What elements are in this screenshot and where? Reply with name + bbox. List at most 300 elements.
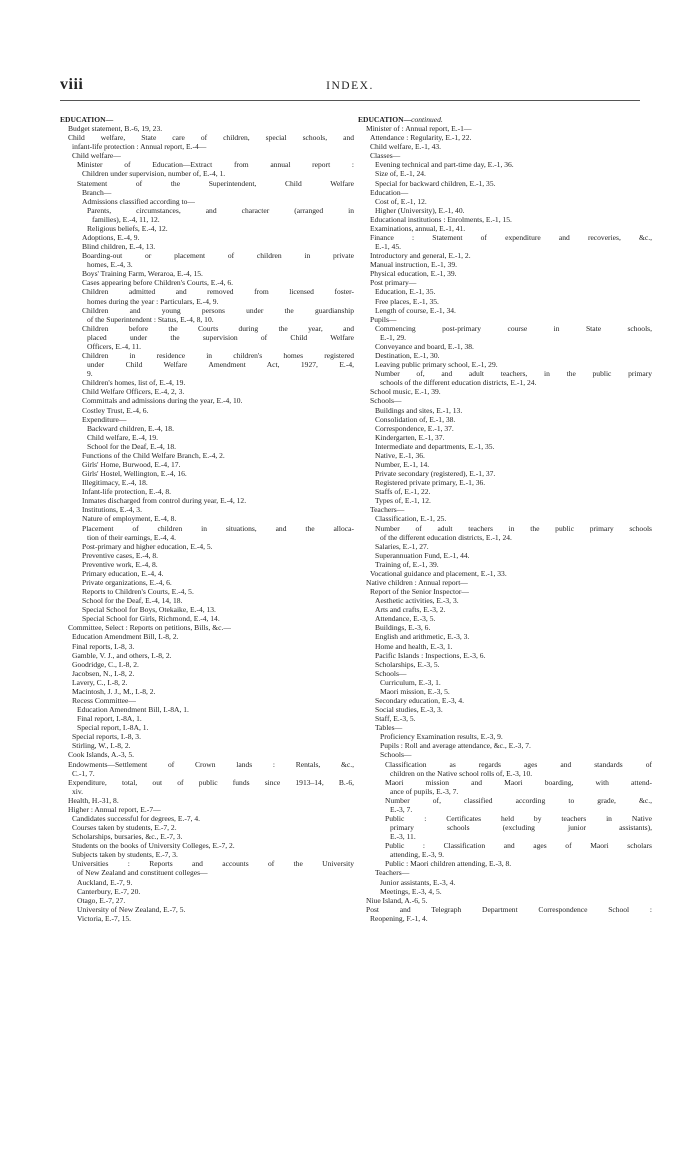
index-entry-text: Special for backward children, E.-1, 35. — [375, 178, 496, 188]
index-entry-text: Free places, E.-1, 35. — [375, 296, 439, 306]
index-entry — [60, 342, 354, 351]
index-entry-text: Cook Islands, A.-3, 5. — [68, 750, 135, 760]
index-entry-text: Officers, E.-4, 11. — [87, 341, 142, 351]
index-entry — [358, 569, 652, 578]
index-entry-text: Length of course, E.-1, 34. — [375, 305, 456, 315]
index-entry-text: Public : Certificates held by teachers in Native — [385, 814, 652, 824]
index-entry — [358, 351, 652, 360]
index-entry — [60, 188, 354, 197]
index-entry-text: Examinations, annual, E.-1, 41. — [370, 223, 466, 233]
continued-label: continued. — [411, 115, 443, 124]
index-entry — [60, 333, 354, 342]
index-entry — [60, 796, 354, 805]
header-rule — [60, 100, 640, 101]
index-entry-text: E.-3, 11. — [390, 832, 416, 842]
index-entry-text: Child welfare, State care of children, special schools, and — [68, 133, 354, 143]
index-entry — [60, 578, 354, 587]
index-entry — [358, 442, 652, 451]
index-entry-text: School for the Deaf, E.-4, 18. — [87, 441, 177, 451]
index-entry — [60, 133, 354, 142]
index-entry-text: Children and young persons under the guardianship — [82, 305, 354, 315]
index-entry — [358, 396, 652, 405]
index-entry — [60, 315, 354, 324]
index-entry — [60, 378, 354, 387]
index-entry — [60, 832, 354, 841]
index-entry — [60, 687, 354, 696]
index-entry — [358, 142, 652, 151]
index-entry — [358, 333, 652, 342]
index-entry-text: Lavery, C., I.-8, 2. — [72, 677, 128, 687]
index-entry-text: Victoria, E.-7, 15. — [77, 913, 132, 923]
index-entry-text: Blind children, E.-4, 13. — [82, 242, 156, 252]
index-entry-text: Commencing post-primary course in State schools, — [375, 323, 652, 333]
index-entry-text: Arts and crafts, E.-3, 2. — [375, 605, 446, 615]
index-entry — [60, 905, 354, 914]
index-entry — [358, 315, 652, 324]
index-entry-text: Otago, E.-7, 27. — [77, 895, 126, 905]
index-entry-text: Consolidation of, E.-1, 38. — [375, 414, 456, 424]
index-entry — [60, 696, 354, 705]
index-entry — [60, 878, 354, 887]
index-entry — [358, 769, 652, 778]
index-entry-text: Tables— — [375, 723, 403, 733]
index-entry-text: Candidates successful for degrees, E.-7, 4. — [72, 814, 201, 824]
index-entry-text: Buildings and sites, E.-1, 13. — [375, 405, 463, 415]
index-entry-text: primary schools (excluding junior assistants), — [390, 823, 652, 833]
index-entry-text: Macintosh, J. J., M., I.-8, 2. — [72, 686, 156, 696]
index-entry-text: Intermediate and departments, E.-1, 35. — [375, 441, 495, 451]
index-entry — [358, 805, 652, 814]
index-entry-text: homes during the year : Particulars, E.-4, 9. — [87, 296, 219, 306]
index-entry-text: Staffs of, E.-1, 22. — [375, 487, 431, 497]
index-entry-text: Students on the books of University Colleges, E.-7, 2. — [72, 841, 235, 851]
index-entry — [358, 887, 652, 896]
index-entry-text: Buildings, E.-3, 6. — [375, 623, 431, 633]
index-entry-text: Private organizations, E.-4, 6. — [82, 577, 172, 587]
index-entry-text: Special School for Girls, Richmond, E.-4, 14. — [82, 614, 220, 624]
index-entry-text: Child welfare— — [72, 151, 121, 161]
index-entry-text: Junior assistants, E.-3, 4. — [380, 877, 456, 887]
index-entry — [358, 878, 652, 887]
index-entry — [60, 678, 354, 687]
index-entry-text: Parents, circumstances, and character (arranged in — [87, 205, 354, 215]
index-entry-text: xiv. — [72, 786, 84, 796]
index-entry — [358, 905, 652, 914]
index-entry-text: Size of, E.-1, 24. — [375, 169, 426, 179]
index-entry-text: Number of adult teachers in the public primary schools — [375, 523, 652, 533]
index-entry — [60, 260, 354, 269]
index-entry-text: Reports to Children's Courts, E.-4, 5. — [82, 587, 194, 597]
index-entry-text: Child welfare, E.-4, 19. — [87, 432, 159, 442]
index-entry-text: Infant-life protection, E.-4, 8. — [82, 487, 172, 497]
index-entry — [60, 623, 354, 632]
index-entry — [60, 914, 354, 923]
index-entry — [358, 224, 652, 233]
index-entry-text: Final report, I.-8A, 1. — [77, 714, 142, 724]
index-entry — [358, 814, 652, 823]
index-entry-text: Religious beliefs, E.-4, 12. — [87, 223, 168, 233]
index-entry — [358, 787, 652, 796]
index-entry — [60, 651, 354, 660]
index-entry — [60, 823, 354, 832]
index-entry — [60, 714, 354, 723]
index-entry-text: Reopening, F.-1, 4. — [370, 913, 428, 923]
index-entry — [358, 424, 652, 433]
index-entry — [60, 505, 354, 514]
index-entry-text: Expenditure, total, out of public funds since 1913–14, B.-6, — [68, 777, 354, 787]
index-entry-text: Higher (University), E.-1, 40. — [375, 205, 465, 215]
index-entry — [358, 669, 652, 678]
index-entry — [358, 378, 652, 387]
index-entry-text: Physical education, E.-1, 39. — [370, 269, 457, 279]
index-entry — [358, 750, 652, 759]
index-entry — [60, 360, 354, 369]
index-entry — [358, 632, 652, 641]
index-entry-text: Expenditure— — [82, 414, 127, 424]
index-entry — [358, 868, 652, 877]
index-entry — [358, 169, 652, 178]
index-entry — [60, 324, 354, 333]
index-entry — [60, 524, 354, 533]
index-entry-text: Training of, E.-1, 39. — [375, 559, 439, 569]
index-entry — [60, 487, 354, 496]
index-entry-text: Number of, classified according to grade, &c., — [385, 795, 652, 805]
index-entry — [60, 560, 354, 569]
index-entry — [358, 369, 652, 378]
index-entry-text: Salaries, E.-1, 27. — [375, 541, 429, 551]
index-entry-text: Child Welfare Officers, E.-4, 2, 3. — [82, 387, 185, 397]
index-entry-text: E.-3, 7. — [390, 804, 413, 814]
index-entry-text: University of New Zealand, E.-7, 5. — [77, 904, 186, 914]
index-entry-text: Higher : Annual report, E.-7— — [68, 804, 161, 814]
index-entry — [358, 687, 652, 696]
index-entry-text: Preventive work, E.-4, 8. — [82, 559, 158, 569]
index-entry-text: 9. — [87, 369, 93, 379]
index-entry-text: Evening technical and part-time day, E.-1, 36. — [375, 160, 514, 170]
index-entry — [358, 115, 652, 124]
index-entry — [60, 496, 354, 505]
index-entry — [60, 642, 354, 651]
index-entry-text: Manual instruction, E.-1, 39. — [370, 260, 457, 270]
index-entry — [60, 460, 354, 469]
index-entry-text: Leaving public primary school, E.-1, 29. — [375, 360, 498, 370]
index-entry-text: Courses taken by students, E.-7, 2. — [72, 823, 177, 833]
index-entry-text: Education Amendment Bill, I.-8, 2. — [72, 632, 179, 642]
index-entry — [60, 451, 354, 460]
index-entry — [358, 415, 652, 424]
index-entry-text: Backward children, E.-4, 18. — [87, 423, 174, 433]
index-entry-text: Schools— — [375, 668, 407, 678]
index-entry — [358, 124, 652, 133]
index-entry-text: Scholarships, E.-3, 5. — [375, 659, 440, 669]
index-entry-text: Pacific Islands : Inspections, E.-3, 6. — [375, 650, 486, 660]
index-entry-text: Preventive cases, E.-4, 8. — [82, 550, 159, 560]
index-entry-text: Public : Classification and ages of Maori scholars — [385, 841, 652, 851]
index-entry — [60, 896, 354, 905]
index-entry-text: School for the Deaf, E.-4, 14, 18. — [82, 596, 183, 606]
index-entry-text: Maori mission, E.-3, 5. — [380, 686, 450, 696]
index-entry — [358, 823, 652, 832]
index-entry — [358, 151, 652, 160]
index-entry — [358, 896, 652, 905]
index-entry — [358, 487, 652, 496]
index-entry-text: Budget statement, B.-6, 19, 23. — [68, 124, 163, 134]
index-entry — [60, 396, 354, 405]
index-entry-text: Education, E.-1, 35. — [375, 287, 436, 297]
index-entry — [358, 496, 652, 505]
index-entry-text: of New Zealand and constituent colleges— — [77, 868, 208, 878]
index-entry — [358, 614, 652, 623]
index-entry-text: Types of, E.-1, 12. — [375, 496, 431, 506]
index-entry — [60, 669, 354, 678]
index-entry-text: Number, E.-1, 14. — [375, 459, 430, 469]
index-entry-text: Jacobsen, N., I.-8, 2. — [72, 668, 135, 678]
index-entry-text: homes, E.-4, 3. — [87, 260, 133, 270]
index-entry-text: Classification, E.-1, 25. — [375, 514, 447, 524]
index-entry — [358, 514, 652, 523]
page-number: viii — [60, 76, 84, 93]
index-entry — [358, 478, 652, 487]
index-entry — [358, 269, 652, 278]
index-entry-text: Admissions classified according to— — [82, 196, 195, 206]
index-entry — [358, 732, 652, 741]
index-entry — [358, 533, 652, 542]
index-entry — [60, 406, 354, 415]
index-entry-text: School music, E.-1, 39. — [370, 387, 441, 397]
index-entry-text: Number of, and adult teachers, in the public primary — [375, 369, 652, 379]
index-entry — [358, 859, 652, 868]
index-entry-text: Destination, E.-1, 30. — [375, 351, 440, 361]
index-entry-text: Niue Island, A.-6, 5. — [366, 895, 428, 905]
index-entry — [60, 778, 354, 787]
index-entry — [358, 324, 652, 333]
index-entry-text: Girls' Home, Burwood, E.-4, 17. — [82, 459, 181, 469]
index-column-left — [60, 115, 354, 923]
index-entry — [358, 705, 652, 714]
index-entry — [60, 151, 354, 160]
index-entry — [358, 188, 652, 197]
index-entry-text: EDUCATION— — [60, 115, 114, 124]
index-entry-text: Attendance : Regularity, E.-1, 22. — [370, 133, 472, 143]
index-entry-text: Children in residence in children's homes registered — [82, 351, 354, 361]
index-entry — [60, 387, 354, 396]
index-entry-text: Meetings, E.-3, 4, 5. — [380, 886, 442, 896]
index-entry-text: Minister of : Annual report, E.-1— — [366, 124, 472, 134]
index-entry — [358, 297, 652, 306]
index-entry-text: Health, H.-31, 8. — [68, 795, 119, 805]
index-entry-text: Children admitted and removed from licensed foster- — [82, 287, 354, 297]
index-entry — [358, 778, 652, 787]
index-entry — [60, 424, 354, 433]
index-entry — [60, 469, 354, 478]
index-entry-text: Functions of the Child Welfare Branch, E.-4, 2. — [82, 450, 225, 460]
index-entry-text: children on the Native school rolls of, E.-3, 10. — [390, 768, 533, 778]
index-entry-text: Classes— — [370, 151, 401, 161]
index-entry — [358, 651, 652, 660]
index-entry — [60, 614, 354, 623]
index-entry — [358, 460, 652, 469]
index-entry — [60, 206, 354, 215]
index-entry — [358, 578, 652, 587]
index-entry-text: Recess Committee— — [72, 696, 136, 705]
index-entry-text: Education Amendment Bill, I.-8A, 1. — [77, 705, 189, 715]
index-entry — [358, 678, 652, 687]
index-entry — [60, 632, 354, 641]
index-entry-text: Subjects taken by students, E.-7, 3. — [72, 850, 178, 860]
index-entry — [358, 360, 652, 369]
index-entry-text: families), E.-4, 11, 12. — [92, 214, 160, 224]
index-entry — [358, 723, 652, 732]
index-entry-text: Public : Maori children attending, E.-3, 8. — [385, 859, 512, 869]
index-entry-text: Stirling, W., I.-8, 2. — [72, 741, 131, 751]
index-entry — [60, 287, 354, 296]
index-entry — [358, 160, 652, 169]
index-entry — [60, 841, 354, 850]
index-entry — [358, 342, 652, 351]
index-entry-text: Native, E.-1, 36. — [375, 450, 425, 460]
index-entry — [60, 160, 354, 169]
index-entry-text: Final reports, I.-8, 3. — [72, 641, 135, 651]
index-entry-text: Nature of employment, E.-4, 8. — [82, 514, 177, 524]
index-entry — [60, 251, 354, 260]
index-entry — [358, 596, 652, 605]
index-entry — [60, 278, 354, 287]
index-entry-text: under Child Welfare Amendment Act, 1927, E.-4, — [87, 360, 354, 370]
index-entry — [358, 587, 652, 596]
index-entry-text: Primary education, E.-4, 4. — [82, 568, 164, 578]
index-entry — [60, 705, 354, 714]
index-entry — [358, 451, 652, 460]
index-entry-text: Cases appearing before Children's Courts, E.-4, 6. — [82, 278, 234, 288]
index-entry-text: Education— — [370, 187, 409, 197]
index-entry — [60, 124, 354, 133]
index-entry-text: Classification as regards ages and standards of — [385, 759, 652, 769]
index-entry-text: Conveyance and board, E.-1, 38. — [375, 341, 474, 351]
index-entry — [358, 741, 652, 750]
index-entry — [60, 179, 354, 188]
index-entry — [358, 197, 652, 206]
index-entry — [358, 841, 652, 850]
index-entry-text: Curriculum, E.-3, 1. — [380, 677, 441, 687]
index-entry — [60, 478, 354, 487]
index-entry-text: Statement of the Superintendent, Child Welfare — [77, 178, 354, 188]
index-entry-text: Boys' Training Farm, Weraroa, E.-4, 15. — [82, 269, 203, 279]
index-entry-text: of the Superintendent : Status, E.-4, 8, 10. — [87, 314, 214, 324]
index-entry — [358, 660, 652, 669]
index-entry-text: Endowments—Settlement of Crown lands : Rentals, &c., — [68, 759, 354, 769]
index-entry-text: Adoptions, E.-4, 9. — [82, 233, 140, 243]
index-entry-text: Children under supervision, number of, E.-4, 1. — [82, 169, 226, 179]
index-entry — [358, 278, 652, 287]
index-entry — [60, 433, 354, 442]
index-entry-text: Children's homes, list of, E.-4, 19. — [82, 378, 186, 388]
index-entry-text: Placement of children in situations, and the alloca- — [82, 523, 354, 533]
index-entry — [60, 750, 354, 759]
index-entry — [60, 805, 354, 814]
index-entry — [60, 660, 354, 669]
index-entry — [358, 551, 652, 560]
index-entry-text: Committee, Select : Reports on petitions, Bills, &c.— — [68, 623, 231, 633]
index-entry — [60, 859, 354, 868]
index-entry-text: Finance : Statement of expenditure and recoveries, &c., — [370, 233, 652, 243]
index-entry-text: Staff, E.-3, 5. — [375, 714, 416, 724]
index-entry — [358, 560, 652, 569]
index-entry — [60, 297, 354, 306]
index-entry-text: Boarding-out or placement of children in private — [82, 251, 354, 261]
index-entry-text: Illegitimacy, E.-4, 18. — [82, 478, 148, 488]
index-entry-text: Social studies, E.-3, 3. — [375, 705, 443, 715]
index-entry — [358, 524, 652, 533]
index-entry-text: Canterbury, E.-7, 20. — [77, 886, 141, 896]
index-entry — [60, 224, 354, 233]
index-entry-text: Kindergarten, E.-1, 37. — [375, 432, 445, 442]
index-entry-text: Branch— — [82, 187, 112, 197]
index-entry — [358, 206, 652, 215]
index-entry-text: Special report, I.-8A, 1. — [77, 723, 149, 733]
index-entry-text: schools of the different education districts, E.-1, 24. — [380, 378, 537, 388]
index-entry-text: Educational institutions : Enrolments, E.-1, 15. — [370, 214, 512, 224]
index-entry-text: Cost of, E.-1, 12. — [375, 196, 427, 206]
index-entry — [60, 769, 354, 778]
index-entry-text: Vocational guidance and placement, E.-1, 33. — [370, 568, 507, 578]
index-entry — [358, 505, 652, 514]
index-entry — [60, 587, 354, 596]
index-entry — [358, 696, 652, 705]
index-entry-text: Special reports, I.-8, 3. — [72, 732, 141, 742]
index-entry-text: Auckland, E.-7, 9. — [77, 877, 133, 887]
index-entry-text: Goodridge, C., I.-8, 2. — [72, 659, 139, 669]
index-entry-text: Girls' Hostel, Wellington, E.-4, 16. — [82, 469, 187, 479]
index-entry — [358, 406, 652, 415]
index-entry-text: Gamble, V. J., and others, I.-8, 2. — [72, 650, 172, 660]
page-title: INDEX. — [326, 80, 374, 92]
index-entry — [358, 914, 652, 923]
index-entry — [358, 260, 652, 269]
index-entry — [358, 287, 652, 296]
index-entry — [60, 269, 354, 278]
index-entry — [60, 514, 354, 523]
index-entry — [60, 142, 354, 151]
index-entry — [60, 569, 354, 578]
index-entry — [358, 796, 652, 805]
index-entry — [60, 887, 354, 896]
index-entry — [358, 714, 652, 723]
index-entry-text: C.-1, 7. — [72, 768, 95, 778]
index-column-right — [358, 115, 652, 923]
index-entry-text: Introductory and general, E.-1, 2. — [370, 251, 471, 261]
index-entry — [60, 215, 354, 224]
index-entry — [60, 415, 354, 424]
index-entry-text: Minister of Education—Extract from annual report : — [77, 160, 354, 170]
index-entry-text: Pupils : Roll and average attendance, &c., E.-3, 7. — [380, 741, 531, 751]
index-entry-text: Superannuation Fund, E.-1, 44. — [375, 550, 470, 560]
index-entry-text: Aesthetic activities, E.-3, 3. — [375, 596, 459, 606]
index-entry — [60, 723, 354, 732]
index-entry-text: Post-primary and higher education, E.-4, 5. — [82, 541, 213, 551]
index-entry — [358, 242, 652, 251]
index-entry — [60, 732, 354, 741]
index-entry — [60, 605, 354, 614]
index-entry — [60, 233, 354, 242]
index-entry-text: Schools— — [370, 396, 402, 406]
index-entry-text: Post and Telegraph Department Correspondence School : — [366, 904, 652, 914]
index-entry — [60, 115, 354, 124]
index-entry-text: Scholarships, bursaries, &c., E.-7, 3. — [72, 832, 183, 842]
index-entry — [60, 542, 354, 551]
index-entry — [358, 760, 652, 769]
index-entry-text: ance of pupils, E.-3, 7. — [390, 786, 459, 796]
index-entry — [358, 433, 652, 442]
